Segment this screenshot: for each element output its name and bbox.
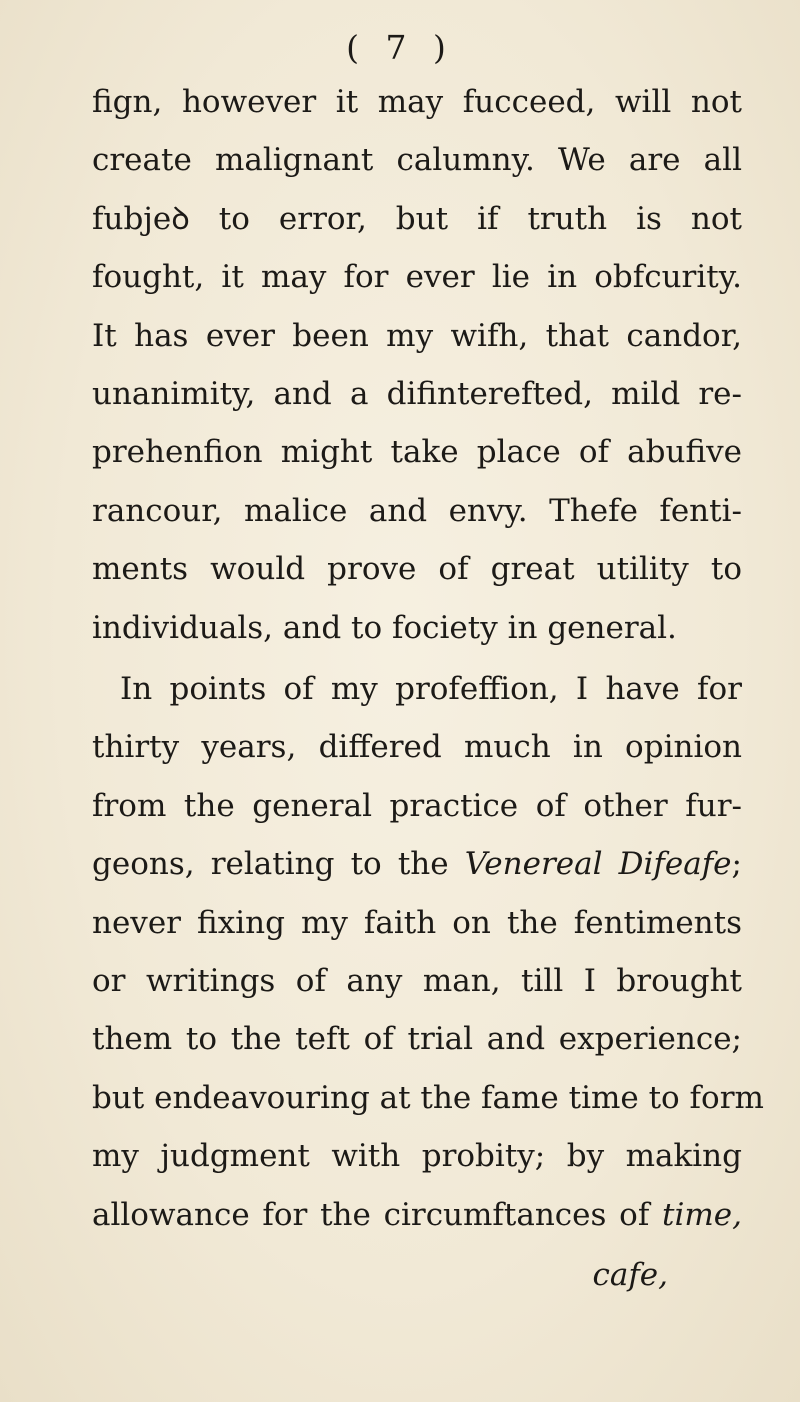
italic-term: Venereal Difeafe (464, 846, 732, 883)
text-line: them to the teft of trial and experience; (92, 1021, 742, 1058)
text-span: allowance for the circumftances of (92, 1196, 663, 1233)
text-span: geons, relating to the (92, 846, 465, 883)
text-line: my judgment with probity; by making (92, 1138, 742, 1175)
text-line: fubjeꝺ to error, but if truth is not (92, 200, 742, 237)
text-line: from the general practice of other fur- (92, 787, 742, 824)
text-line: never fixing my faith on the fentiments (92, 904, 742, 941)
catchword: cafe, (592, 1257, 668, 1293)
text-span: ; (731, 846, 742, 883)
text-line: thirty years, differed much in opinion (92, 729, 742, 766)
text-line: rancour, malice and envy. Thefe fenti- (92, 492, 742, 529)
paragraph-1 (92, 73, 742, 657)
text-line: fign, however it may fucceed, will not (92, 84, 742, 120)
italic-term: time, (662, 1196, 742, 1233)
text-line (92, 1186, 742, 1244)
text-line: or writings of any man, till I brought (92, 962, 742, 999)
text-line (92, 835, 742, 893)
paragraph-2 (92, 660, 764, 1244)
page-number: ( 7 ) (346, 28, 454, 67)
text-line: It has ever been my wifh, that candor, (92, 317, 742, 354)
text-line: unanimity, and a difinterefted, mild re- (92, 375, 742, 412)
text-line: individuals, and to fociety in general. (92, 609, 677, 646)
text-line: but endeavouring at the fame time to form (92, 1079, 764, 1116)
text-line: fought, it may for ever lie in obfcurity. (92, 259, 742, 296)
text-line: In points of my profeffion, I have for (120, 671, 742, 707)
text-line: prehenfion might take place of abufive (92, 434, 742, 471)
text-line: create malignant calumny. We are all (92, 142, 742, 179)
text-line: ments would prove of great utility to (92, 551, 742, 588)
